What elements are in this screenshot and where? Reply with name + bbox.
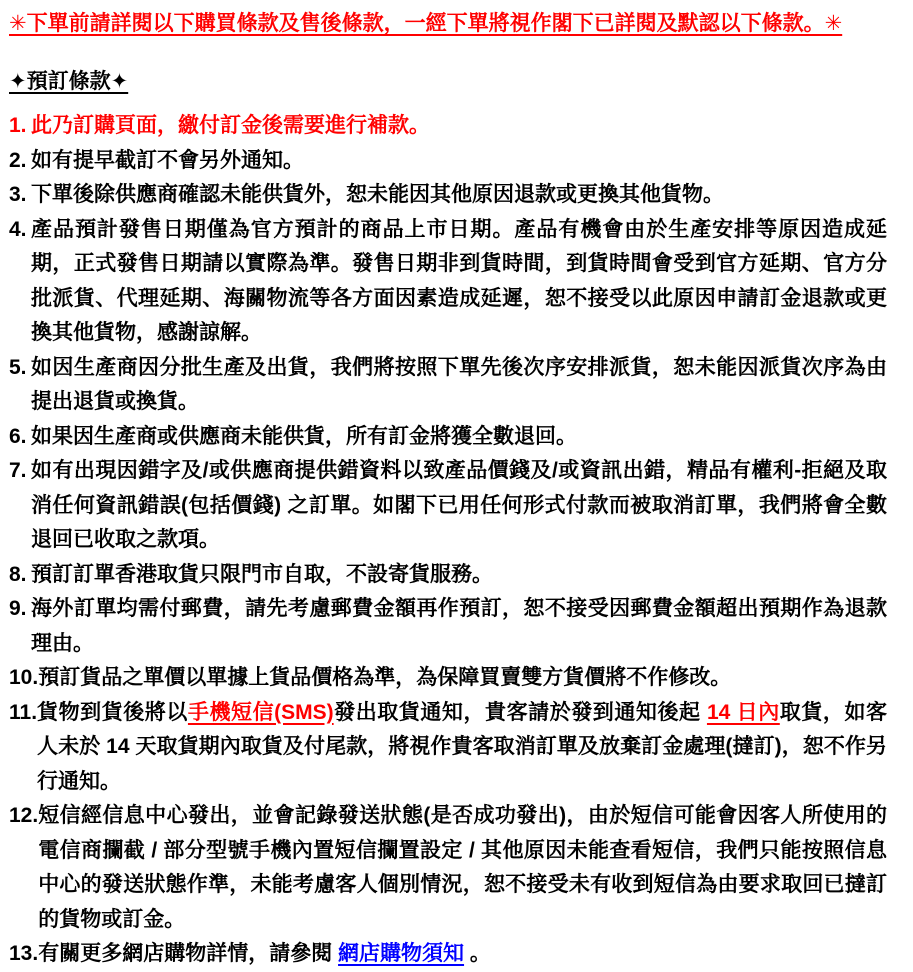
terms-list — [9, 109, 887, 972]
term-item — [9, 351, 887, 420]
term-number: 1. — [9, 114, 27, 137]
term-item — [9, 420, 887, 455]
term-number: 13. — [9, 942, 39, 965]
term-text — [31, 213, 887, 351]
term-text — [31, 351, 887, 420]
term-text — [31, 420, 887, 455]
term-text-segment: 如果因生產商或供應商未能供貨，所有訂金將獲全數退回。 — [31, 424, 577, 448]
term-text-segment: 預訂貨品之單價以單據上貨品價格為準，為保障買賣雙方貨價將不作修改。 — [38, 666, 732, 689]
term-number: 4. — [9, 217, 27, 241]
term-text-segment: 下單後除供應商確認未能供貨外，恕未能因其他原因退款或更換其他貨物。 — [31, 183, 724, 206]
term-item — [9, 799, 887, 937]
term-item — [9, 592, 887, 661]
term-text-segment: 預訂訂單香港取貨只限門市自取，不設寄貨服務。 — [31, 562, 493, 586]
term-item — [9, 109, 887, 144]
shop-guide-link[interactable]: 網店購物須知 — [338, 942, 465, 965]
term-number: 9. — [9, 597, 27, 620]
term-number: 5. — [9, 355, 27, 379]
term-number: 2. — [9, 148, 27, 172]
term-item — [9, 144, 887, 179]
purchase-notice-header: ✳下單前請詳閱以下購買條款及售後條款，一經下單將視作閣下已詳閱及默認以下條款。✳ — [9, 12, 843, 35]
term-text-segment: 海外訂單均需付郵費，請先考慮郵費金額再作預訂，恕不接受因郵費金額超出預期作為退款理由。 — [31, 597, 887, 655]
sms-highlight: 手機短信(SMS) — [187, 700, 334, 724]
term-item — [9, 696, 887, 800]
term-number: 10. — [9, 666, 39, 689]
term-number: 12. — [9, 804, 39, 827]
term-text-segment: 如有提早截訂不會另外通知。 — [31, 148, 304, 172]
term-text — [31, 454, 887, 558]
term-number: 7. — [9, 459, 27, 482]
term-item — [9, 661, 887, 696]
term-text-segment: 如有出現因錯字及/或供應商提供錯資料以致產品價錢及/或資訊出錯，精品有權利-拒絕及取消任何資訊錯誤(包括價錢) 之訂單。如閣下已用任何形式付款而被取消訂單，我們將會全數退回已收取之款項。 — [31, 459, 887, 551]
term-item — [9, 178, 887, 213]
term-text — [38, 661, 887, 696]
term-text — [31, 592, 887, 661]
term-text-segment: 發出取貨通知，貴客請於發到通知後起 — [333, 700, 707, 724]
term-text-segment: 此乃訂購頁面，繳付訂金後需要進行補款。 — [31, 114, 430, 137]
pickup-deadline-highlight: 14 日內 — [706, 700, 780, 724]
term-text-segment: 。 — [464, 942, 491, 965]
term-text-segment: 產品預計發售日期僅為官方預計的商品上市日期。產品有機會由於生產安排等原因造成延期，正式發售日期請以實際為準。發售日期非到貨時間，到貨時間會受到官方延期、官方分批派貨、代理延期、海關物流等各方面因素造成延遲，恕不接受以此原因申請訂金退款或更換其他貨物，感謝諒解。 — [31, 217, 887, 344]
term-text-segment: 有關更多網店購物詳情，請參閱 — [38, 942, 339, 965]
term-number: 11. — [9, 700, 38, 724]
term-text — [31, 178, 887, 213]
term-text-segment: 取貨，如客人未於 14 天取貨期內取貨及付尾款，將視作貴客取消訂單及放棄訂金處理(撻訂)，恕不作另行通知。 — [37, 700, 888, 793]
term-text — [31, 109, 887, 144]
term-number: 6. — [9, 424, 27, 448]
term-item — [9, 937, 887, 972]
preorder-terms-title: ✦預訂條款✦ — [9, 70, 129, 93]
term-text-segment: 短信經信息中心發出，並會記錄發送狀態(是否成功發出)，由於短信可能會因客人所使用的電信商攔截 / 部分型號手機內置短信攔置設定 / 其他原因未能查看短信，我們只能按照信息中心的發送狀態作準，未能考慮客人個別情況，恕不接受未有收到短信為由要求取回已撻訂的貨物或訂金。 — [38, 804, 887, 931]
term-text — [38, 799, 887, 937]
term-text-segment: 如因生產商因分批生產及出貨，我們將按照下單先後次序安排派貨，恕未能因派貨次序為由提出退貨或換貨。 — [31, 355, 887, 413]
term-item — [9, 213, 887, 351]
term-number: 8. — [9, 562, 27, 586]
term-text — [38, 937, 887, 972]
term-text — [31, 558, 887, 593]
term-item — [9, 454, 887, 558]
term-text — [37, 696, 887, 800]
term-item — [9, 558, 887, 593]
term-text-segment: 貨物到貨後將以 — [37, 700, 188, 724]
term-number: 3. — [9, 183, 27, 206]
term-text — [31, 144, 887, 179]
